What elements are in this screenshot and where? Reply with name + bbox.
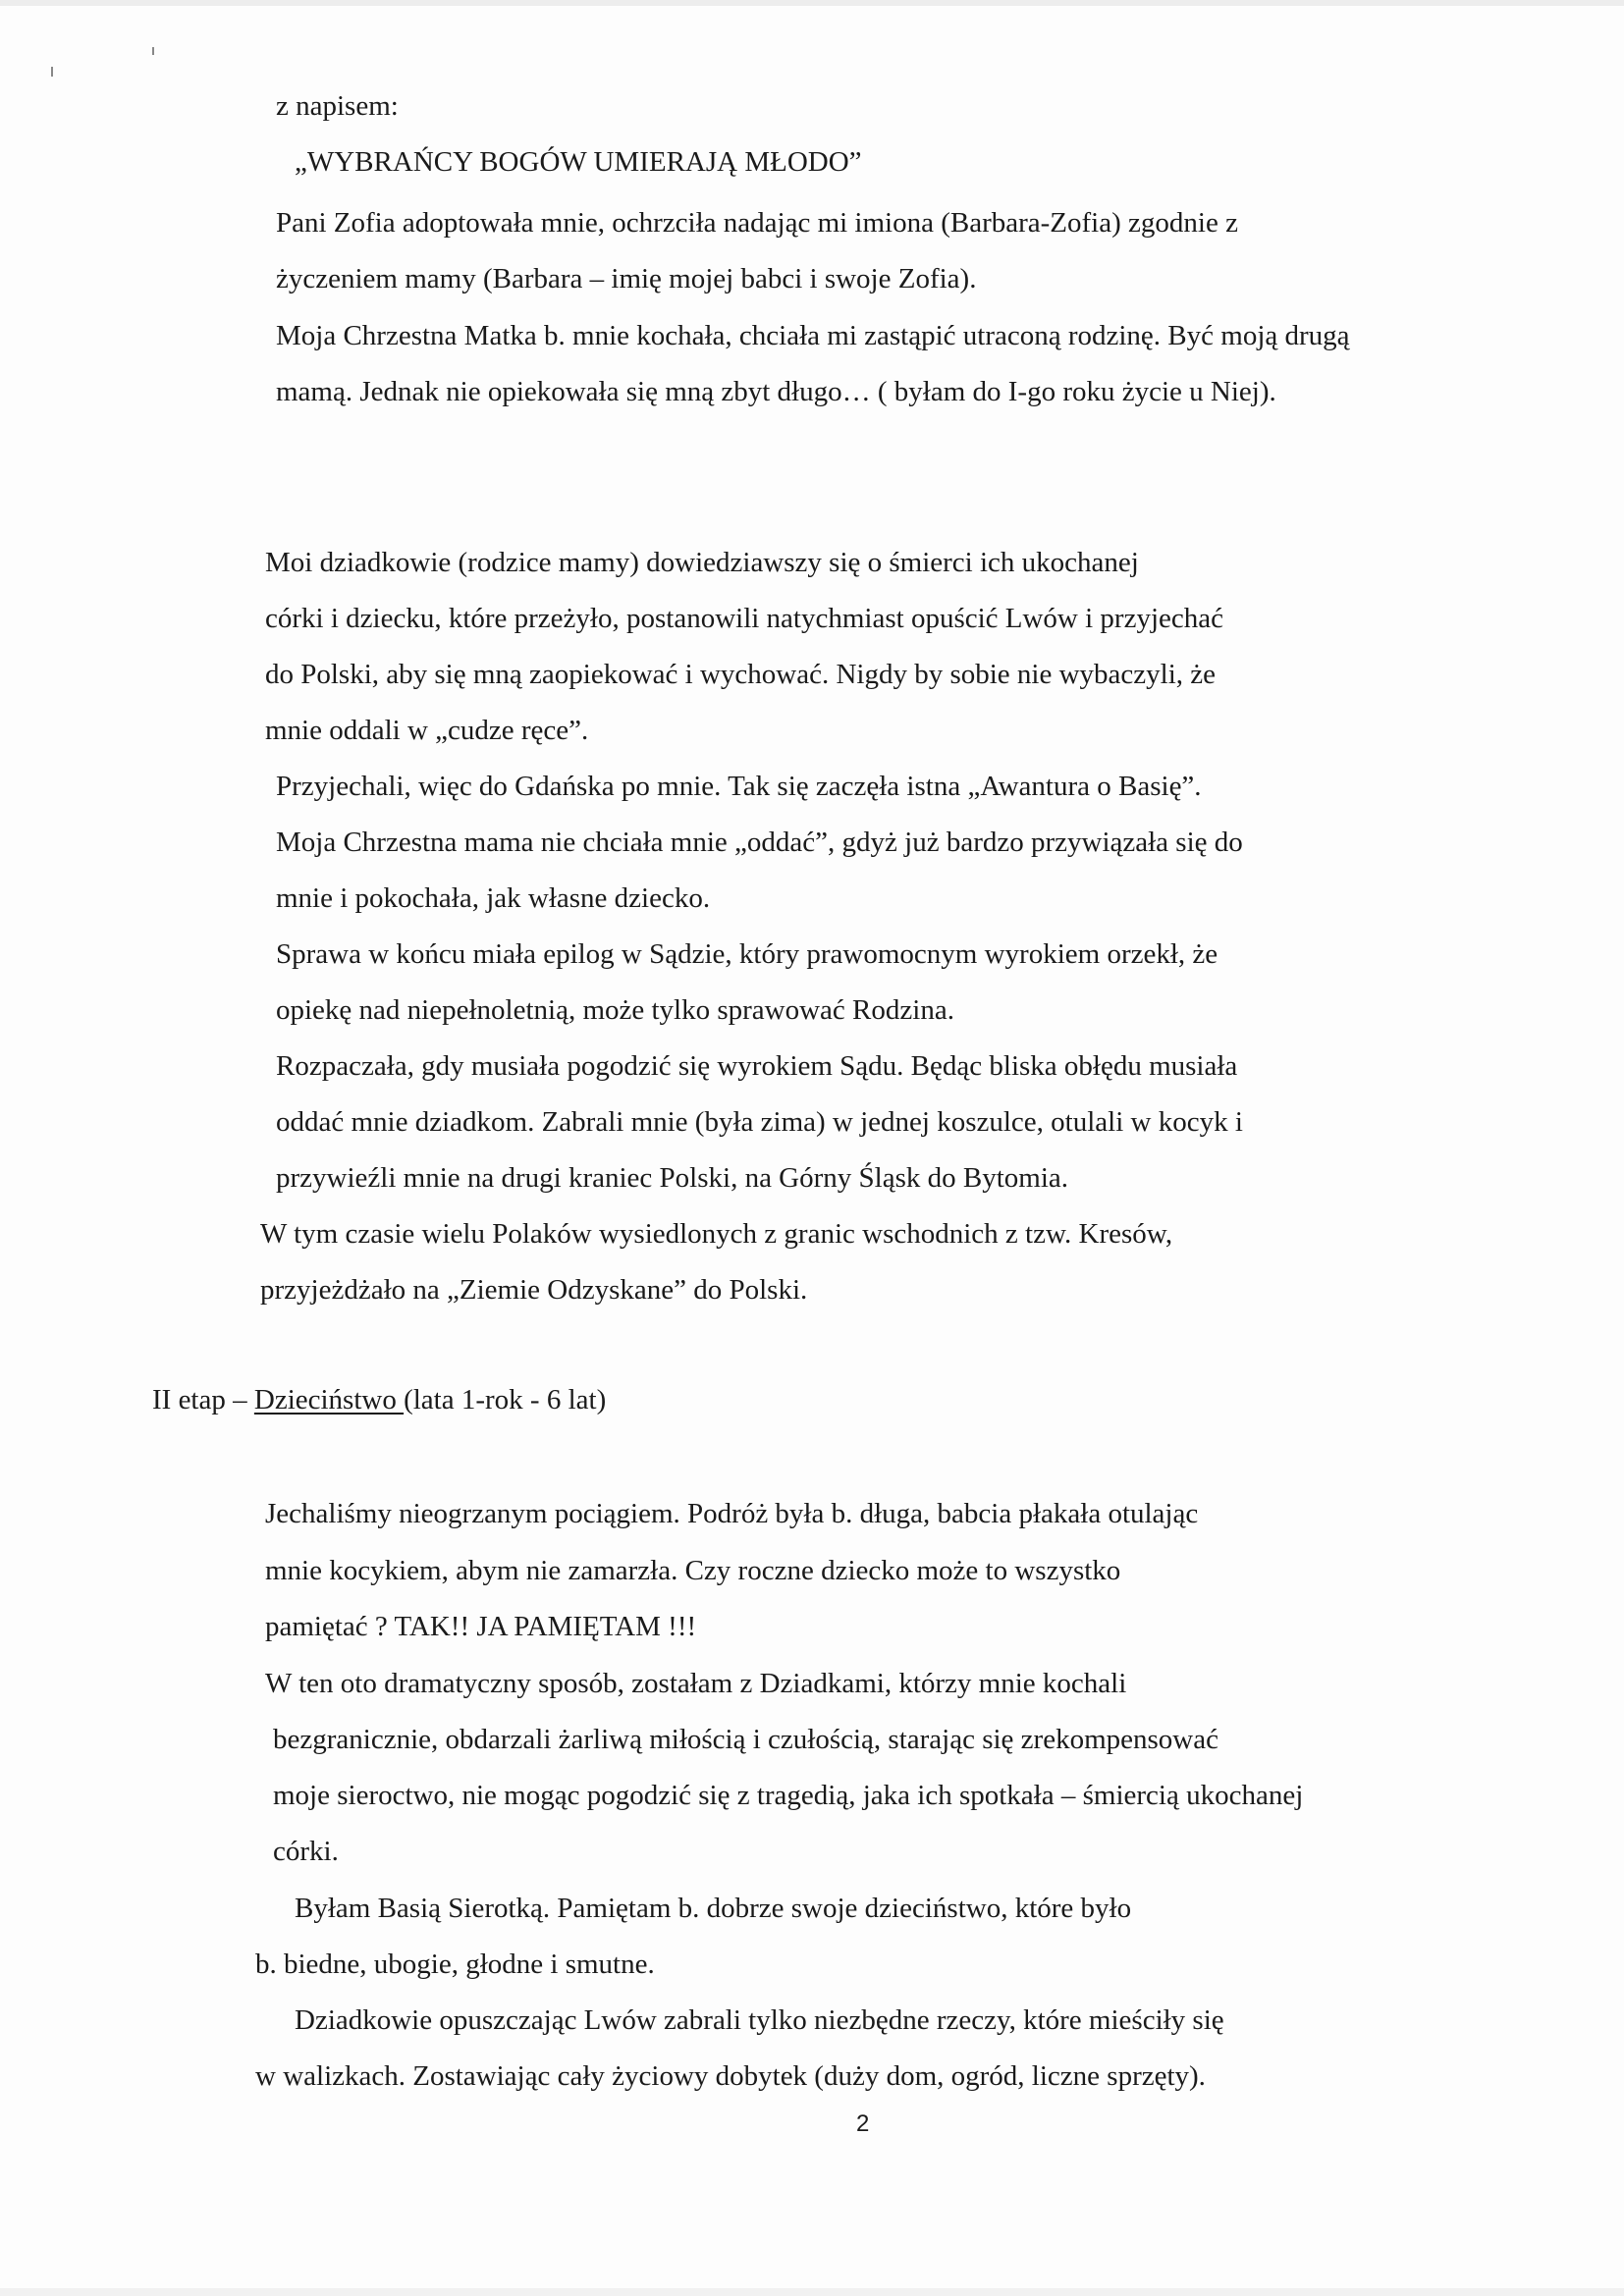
- text-line: pamiętać ? TAK!! JA PAMIĘTAM !!!: [265, 1611, 697, 1642]
- text-line: Jechaliśmy nieogrzanym pociągiem. Podróż była b. długa, babcia płakała otulając: [265, 1498, 1199, 1529]
- page-number: 2: [856, 2110, 870, 2137]
- text-line: Rozpaczała, gdy musiała pogodzić się wyrokiem Sądu. Będąc bliska obłędu musiała: [276, 1050, 1238, 1082]
- text-line: moje sieroctwo, nie mogąc pogodzić się z tragedią, jaka ich spotkała – śmiercią ukochanej: [273, 1780, 1304, 1811]
- text-line: z napisem:: [276, 90, 399, 122]
- text-line: Moja Chrzestna mama nie chciała mnie „oddać”, gdyż już bardzo przywiązała się do: [276, 827, 1243, 858]
- scan-speck: [51, 67, 53, 77]
- text-line: opiekę nad niepełnoletnią, może tylko sprawować Rodzina.: [276, 994, 954, 1026]
- text-line: przyjeżdżało na „Ziemie Odzyskane” do Polski.: [260, 1274, 808, 1306]
- section-heading-prefix: II etap –: [152, 1384, 254, 1415]
- text-line: Dziadkowie opuszczając Lwów zabrali tylko niezbędne rzeczy, które mieściły się: [295, 2004, 1224, 2036]
- text-line: W tym czasie wielu Polaków wysiedlonych z granic wschodnich z tzw. Kresów,: [260, 1218, 1173, 1250]
- text-line: córki i dziecku, które przeżyło, postanowili natychmiast opuścić Lwów i przyjechać: [265, 603, 1224, 634]
- text-line: mnie i pokochała, jak własne dziecko.: [276, 882, 711, 914]
- text-line: Moja Chrzestna Matka b. mnie kochała, chciała mi zastąpić utraconą rodzinę. Być moją drugą: [276, 320, 1350, 351]
- text-line: córki.: [273, 1836, 339, 1867]
- scan-speck: [152, 47, 154, 55]
- text-line: bezgranicznie, obdarzali żarliwą miłością i czułością, starając się zrekompensować: [273, 1724, 1218, 1755]
- section-heading-suffix: (lata 1-rok - 6 lat): [404, 1384, 607, 1415]
- text-line: przywieźli mnie na drugi kraniec Polski, na Górny Śląsk do Bytomia.: [276, 1162, 1069, 1194]
- text-line: mamą. Jednak nie opiekowała się mną zbyt długo… ( byłam do I-go roku życie u Niej).: [276, 376, 1276, 407]
- text-line: życzeniem mamy (Barbara – imię mojej babci i swoje Zofia).: [276, 263, 977, 294]
- section-heading: [152, 1382, 606, 1417]
- text-line: Przyjechali, więc do Gdańska po mnie. Tak się zaczęła istna „Awantura o Basię”.: [276, 771, 1202, 802]
- text-line: mnie oddali w „cudze ręce”.: [265, 715, 589, 746]
- text-line: do Polski, aby się mną zaopiekować i wychować. Nigdy by sobie nie wybaczyli, że: [265, 659, 1217, 690]
- text-line: „WYBRAŃCY BOGÓW UMIERAJĄ MŁODO”: [295, 146, 862, 178]
- text-line: Sprawa w końcu miała epilog w Sądzie, który prawomocnym wyrokiem orzekł, że: [276, 938, 1218, 970]
- scan-edge-top: [0, 0, 1624, 6]
- text-line: Moi dziadkowie (rodzice mamy) dowiedziawszy się o śmierci ich ukochanej: [265, 547, 1139, 578]
- text-line: oddać mnie dziadkom. Zabrali mnie (była zima) w jednej koszulce, otulali w kocyk i: [276, 1106, 1243, 1138]
- scan-edge-bottom: [0, 2288, 1624, 2296]
- section-heading-title: Dzieciństwo: [253, 1384, 405, 1415]
- text-line: Byłam Basią Sierotką. Pamiętam b. dobrze swoje dzieciństwo, które było: [295, 1893, 1132, 1924]
- text-line: Pani Zofia adoptowała mnie, ochrzciła nadając mi imiona (Barbara-Zofia) zgodnie z: [276, 207, 1238, 239]
- text-line: W ten oto dramatyczny sposób, zostałam z Dziadkami, którzy mnie kochali: [265, 1668, 1127, 1699]
- text-line: w walizkach. Zostawiając cały życiowy dobytek (duży dom, ogród, liczne sprzęty).: [255, 2060, 1206, 2092]
- text-line: mnie kocykiem, abym nie zamarzła. Czy roczne dziecko może to wszystko: [265, 1555, 1121, 1586]
- text-line: b. biedne, ubogie, głodne i smutne.: [255, 1949, 655, 1980]
